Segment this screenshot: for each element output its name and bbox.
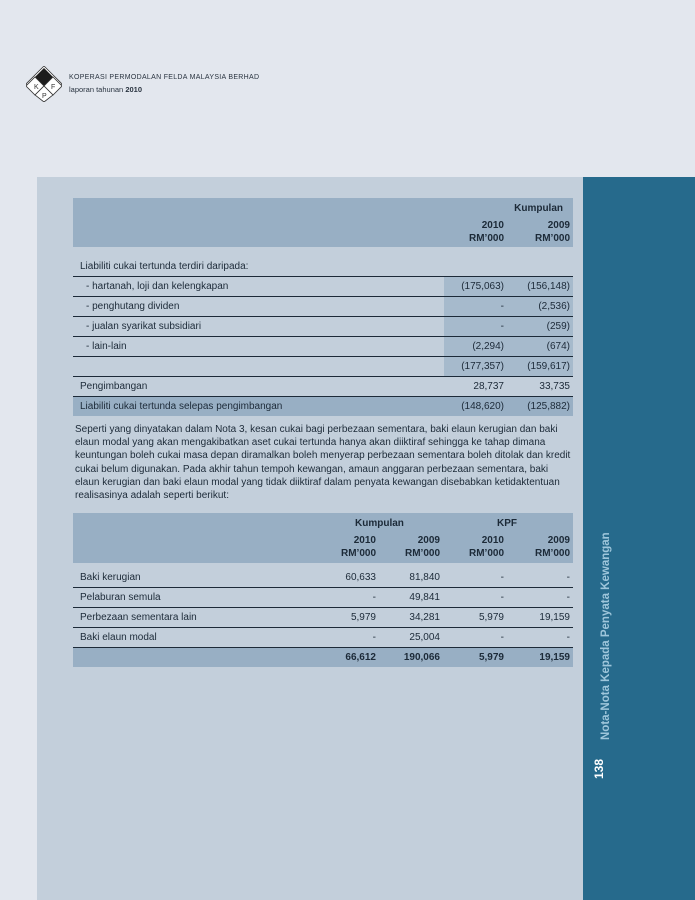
sidebar-title: Nota-Nota Kepada Penyata Kewangan bbox=[600, 532, 612, 740]
table-row: Liabiliti cukai tertunda terdiri daripada: bbox=[73, 257, 573, 277]
group-label: Kumpulan bbox=[514, 203, 563, 214]
table-row: Perbezaan sementara lain 5,979 34,281 5,979 19,159 bbox=[73, 608, 573, 628]
company-name: KOPERASI PERMODALAN FELDA MALAYSIA BERHAD bbox=[69, 74, 260, 81]
page-number: 138 bbox=[592, 758, 606, 779]
table-row: - lain-lain (2,294) (674) bbox=[73, 337, 573, 357]
table-row: - penghutang dividen - (2,536) bbox=[73, 297, 573, 317]
svg-text:K: K bbox=[34, 84, 39, 91]
deferred-tax-table bbox=[73, 198, 573, 416]
unrecognised-table bbox=[73, 513, 573, 667]
table-row: - jualan syarikat subsidiari - (259) bbox=[73, 317, 573, 337]
svg-text:F: F bbox=[51, 84, 56, 91]
table-row: Pelaburan semula - 49,841 - - bbox=[73, 588, 573, 608]
kpf-logo-icon bbox=[26, 66, 62, 102]
offset-row: Pengimbangan 28,737 33,735 bbox=[73, 377, 573, 397]
net-row: Liabiliti cukai tertunda selepas pengimbangan (148,620) (125,882) bbox=[73, 397, 573, 416]
table-row: Baki elaun modal - 25,004 - - bbox=[73, 628, 573, 648]
table-header: Kumpulan KPF 2010 RM’000 2009 RM’000 2010 RM’000 2009 RM’000 bbox=[73, 513, 573, 563]
svg-text:P: P bbox=[42, 93, 47, 100]
note-paragraph: Seperti yang dinyatakan dalam Nota 3, kesan cukai bagi perbezaan sementara, baki elaun kerugian dan baki elaun modal yang akan mengakibatkan aset cukai tertunda hanya akan diiktiraf sehingga ke tahap dimana keuntungan boleh cukai masa depan diramalkan boleh menyerap perbezaan sementara boleh ditolak dan kredit cukai belum digunakan. Pada akhir tahun tempoh kewangan, amaun anggaran perbezaan sementara, baki elaun kerugian dan baki elaun modal yang tidak diiktiraf dalam penyata kewangan disebabkan ketidaktentuan realisasinya adalah seperti berikut: bbox=[75, 424, 571, 502]
total-row: 66,612 190,066 5,979 19,159 bbox=[73, 648, 573, 667]
group-label: KPF bbox=[497, 518, 517, 529]
table-header: Kumpulan 2010 RM’000 2009 RM’000 bbox=[73, 198, 573, 247]
subtotal-row: (177,357) (159,617) bbox=[73, 357, 573, 377]
table-row: Baki kerugian 60,633 81,840 - - bbox=[73, 568, 573, 588]
table-row: - hartanah, loji dan kelengkapan (175,063) (156,148) bbox=[73, 277, 573, 297]
report-title: laporan tahunan 2010 bbox=[69, 85, 142, 94]
group-label: Kumpulan bbox=[355, 518, 404, 529]
